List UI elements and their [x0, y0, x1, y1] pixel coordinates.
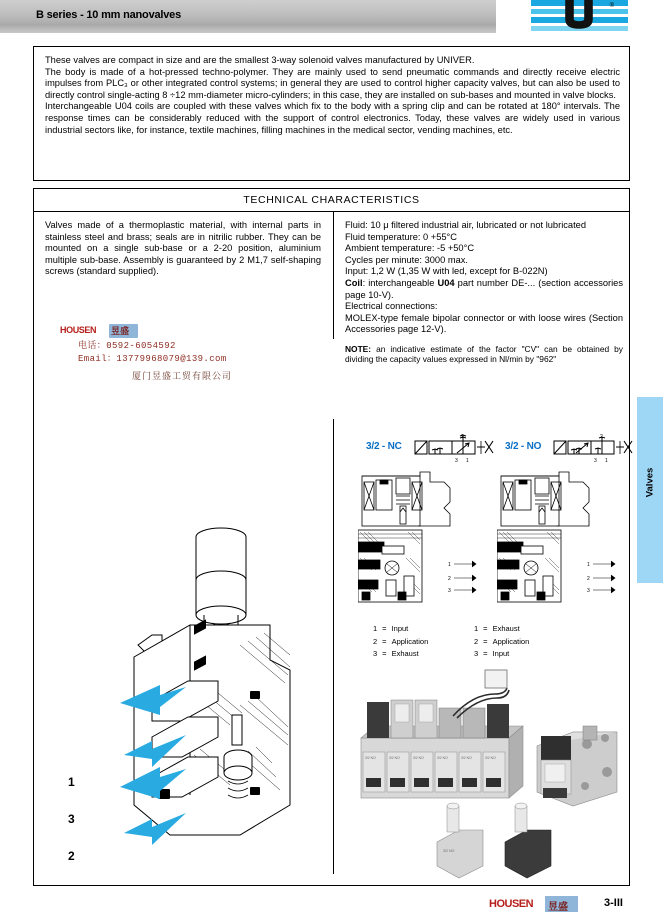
- registered-trademark-icon: ®: [609, 3, 614, 9]
- spec-fluid-temperature: Fluid temperature: 0 +55°C: [345, 231, 457, 242]
- port-label-1: 1: [466, 458, 469, 464]
- electrical-connections-label: Electrical connections:: [345, 301, 438, 312]
- intro-paragraph-2: The body is made of a hot-pressed techno-polymer. They are mainly used to send pneumatic commands and directly receive electric impulses from PLC₃ or other integrated control systems; in general they are used to control higher capacity valves, but can also be used to directly control single-acting 8 ÷12 mm-diameter micro-cylinders; in this case, they are installed on sub-bases and mounted in valve blocks.: [45, 66, 620, 100]
- callout-label-3: 3: [68, 812, 75, 826]
- technical-title-row: [34, 189, 629, 212]
- spec-ambient-temperature: Ambient temperature: -5 +50°C: [345, 243, 475, 254]
- footer-housen-badge-icon: [545, 896, 578, 912]
- footer-badge-text: 昱盛: [548, 902, 568, 913]
- univer-logo: [496, 0, 663, 33]
- svg-text:3/2 NO: 3/2 NO: [365, 756, 376, 760]
- section-tab-label: Valves: [644, 467, 656, 498]
- section-port-1: 1: [587, 562, 590, 568]
- port-label-1: 1: [605, 458, 608, 464]
- note-label: NOTE:: [345, 343, 372, 354]
- note-text: an indicative estimate of the factor "CV" can be obtained by dividing the capacity values expressed in Nl/min by "962": [345, 343, 623, 364]
- intro-paragraph-1: These valves are compact in size and are the smallest 3-way solenoid valves manufactured by UNIVER.: [45, 55, 475, 65]
- svg-text:3/2 NO: 3/2 NO: [461, 756, 472, 760]
- legend-eq: =: [382, 636, 387, 646]
- callout-label-1: 1: [68, 775, 75, 789]
- legend-row: [373, 649, 431, 660]
- valve-symbol-nc: [413, 432, 499, 464]
- page-number: 3-III: [604, 897, 623, 909]
- section-port-2: 2: [587, 576, 590, 582]
- legend-label: Input: [492, 649, 510, 658]
- cross-section-drawing-nc: [358, 468, 498, 618]
- dealer-stamp: [60, 325, 300, 382]
- svg-text:3/2 NO: 3/2 NO: [437, 756, 448, 760]
- legend-row: [474, 649, 532, 660]
- port-label-3: 3: [594, 458, 597, 464]
- spec-cycles-per-minute: Cycles per minute: 3000 max.: [345, 254, 468, 265]
- legend-num: 2: [474, 636, 479, 646]
- nanovalve-no-photo: [505, 803, 551, 878]
- svg-text:3/2 NO: 3/2 NO: [485, 756, 496, 760]
- callout-label-2: 2: [68, 849, 75, 863]
- housen-wordmark: HOUSEN: [60, 325, 97, 335]
- legend-row: [474, 637, 532, 648]
- port-legend-nc: [371, 622, 433, 662]
- legend-num: 1: [373, 624, 378, 633]
- valve-symbol-no: [552, 432, 638, 464]
- legend-eq: =: [483, 636, 488, 646]
- legend-label: Input: [391, 624, 409, 633]
- univer-u-mark: [559, 0, 599, 30]
- port-label-2: 2: [461, 434, 464, 440]
- housen-badge-icon: [109, 324, 138, 338]
- introduction-box: [33, 46, 630, 181]
- nanovalve-nc-photo: [437, 803, 483, 878]
- coil-label: Coil: [345, 277, 363, 288]
- dealer-phone: 电话：0592-6054592: [78, 341, 176, 351]
- legend-eq: =: [483, 624, 488, 633]
- spec-fluid: Fluid: 10 μ filtered industrial air, lubricated or not lubricated: [345, 220, 587, 230]
- dealer-company-name: 厦门昱盛工贸有限公司: [132, 371, 233, 381]
- univer-logo-stripes: [531, 0, 628, 31]
- legend-eq: =: [382, 624, 387, 633]
- footer-housen-wordmark: HOUSEN: [489, 898, 534, 910]
- legend-row: [373, 624, 431, 635]
- introduction-text: [45, 55, 620, 136]
- coil-text-2: part number DE-... (section accessories page 10-V).: [345, 277, 624, 300]
- housen-logo: [60, 325, 300, 340]
- valve-manifold-photo: [361, 670, 523, 798]
- coil-text-1: : interchangeable: [362, 277, 438, 288]
- legend-row: [474, 624, 532, 635]
- single-valve-subbase-photo: [537, 726, 617, 806]
- legend-row: [373, 637, 431, 648]
- product-photos: [355, 660, 630, 880]
- port-label-2: 2: [600, 434, 603, 440]
- legend-num: 3: [373, 649, 378, 658]
- port-label-3: 3: [455, 458, 458, 464]
- schematic-title-no: 3/2 - NO: [505, 441, 542, 452]
- legend-num: 3: [474, 649, 479, 658]
- legend-eq: =: [382, 649, 387, 658]
- housen-badge-text: 昱盛: [111, 326, 130, 336]
- intro-paragraph-3: Interchangeable U04 coils are coupled with these valves which fix to the body with a spring clip and can be rotated at 180° intervals. The response times can be considerably reduced with the support of control electronics. Today, these valves are widely used in various industrial sectors like, for instance, textile machines, filling machines in the medical sector, vending machines, etc.: [45, 101, 620, 135]
- legend-num: 2: [373, 636, 378, 646]
- spec-input-power: Input: 1,2 W (1,35 W with led, except for B-022N): [345, 266, 548, 277]
- svg-text:3/2 NO: 3/2 NO: [443, 849, 455, 853]
- legend-num: 1: [474, 624, 479, 633]
- schematic-title-nc: 3/2 - NC: [366, 441, 402, 452]
- section-port-3: 3: [587, 588, 590, 594]
- dealer-email: Email：13779968079@139.com: [78, 354, 227, 364]
- technical-section-title: TECHNICAL CHARACTERISTICS: [243, 194, 420, 206]
- port-legend-no: [472, 622, 534, 662]
- legend-label: Application: [492, 636, 530, 646]
- column-divider: [333, 212, 334, 339]
- cross-section-drawing-no: [497, 468, 637, 618]
- technical-right-column: [345, 220, 623, 364]
- valve-cutaway-drawing: [90, 505, 340, 875]
- legend-label: Exhaust: [391, 649, 419, 658]
- electrical-connections-text: MOLEX-type female bipolar connector or with loose wires (Section Accessories page 12-V).: [345, 312, 623, 335]
- page-title: B series - 10 mm nanovalves: [36, 9, 182, 21]
- page-header: [0, 0, 663, 33]
- section-port-1: 1: [448, 562, 451, 568]
- coil-code: U04: [437, 277, 455, 288]
- legend-eq: =: [483, 649, 488, 658]
- section-tab-valves[interactable]: [637, 397, 663, 583]
- section-port-3: 3: [448, 588, 451, 594]
- svg-text:3/2 NO: 3/2 NO: [413, 756, 424, 760]
- svg-text:3/2 NO: 3/2 NO: [389, 756, 400, 760]
- spec-coil: [345, 278, 623, 301]
- note-block: [345, 344, 623, 364]
- legend-label: Exhaust: [492, 624, 520, 633]
- section-port-2: 2: [448, 576, 451, 582]
- materials-text: Valves made of a thermoplastic material, with internal parts in stainless steel and brass; seals are in nitrilic rubber. They can be mounted on a single sub-base or a 2-20 position, aluminium multiple sub-base. Assembly is guaranteed by 2 M1,7 self-shaping screws (standard supplied).: [45, 220, 321, 277]
- legend-label: Application: [391, 636, 429, 646]
- technical-left-column: [45, 220, 321, 278]
